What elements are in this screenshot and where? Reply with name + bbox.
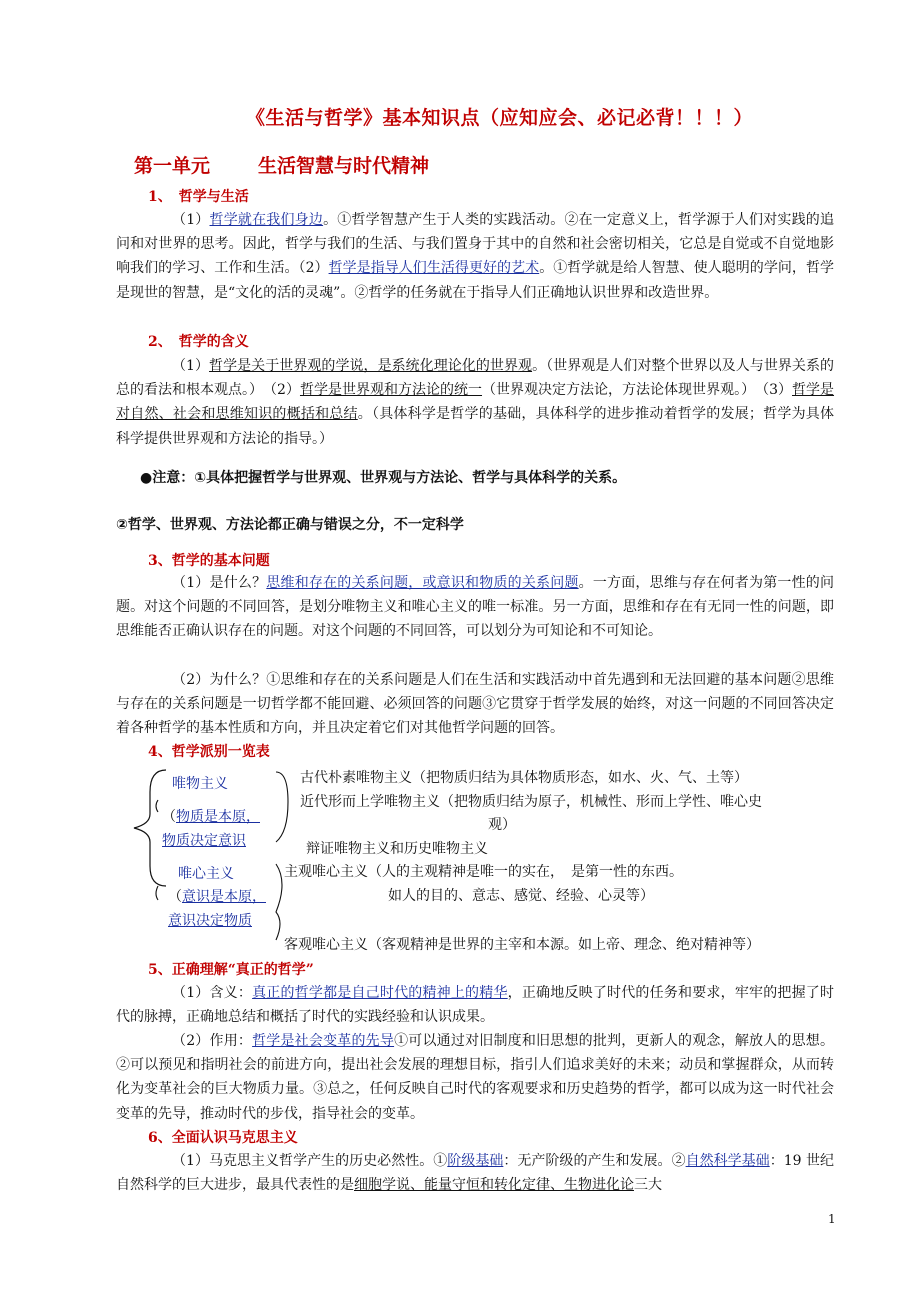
note-2: ②哲学、世界观、方法论都正确与错误之分，不一定科学 <box>116 517 464 533</box>
note-1: ●注意：①具体把握哲学与世界观、世界观与方法论、哲学与具体科学的关系。 <box>140 470 627 486</box>
section-6-paragraph: （1）马克思主义哲学产生的历史必然性。①阶级基础：无产阶级的产生和发展。②自然科学基础：19 世纪自然科学的巨大进步，最具代表性的是细胞学说、能量守恒和转化定律、生物进化论三大 <box>116 1153 835 1194</box>
mat-note-paren-open <box>156 800 158 812</box>
idealism-note-line1: （意识是本原， <box>168 889 266 905</box>
materialism-brace <box>276 772 288 842</box>
section-4-heading: 4、哲学派别一览表 <box>148 744 270 760</box>
section-5-heading: 5、正确理解“真正的哲学” <box>148 962 314 978</box>
materialism-type-3: 辩证唯物主义和历史唯物主义 <box>306 841 488 857</box>
materialism-label: 唯物主义 <box>172 776 228 792</box>
unit-name: 生活智慧与时代精神 <box>258 155 430 177</box>
materialism-note-line2: 物质决定意识 <box>162 833 246 849</box>
materialism-type-2a: 近代形而上学唯物主义（把物质归结为原子，机械性、形而上学性、唯心史 <box>300 794 762 810</box>
section-2-heading: 2、 哲学的含义 <box>148 334 249 350</box>
section-3-heading: 3、哲学的基本问题 <box>148 553 270 569</box>
section-3-paragraph-1: （1）是什么？思维和存在的关系问题，或意识和物质的关系问题。一方面，思维与存在何者为第一性的问题。对这个问题的不同回答，是划分唯物主义和唯心主义的唯一标准。另一方面，思维和存在有无同一性的问题，即思维能否正确认识存在的问题。对这个问题的不同回答，可以划分为可知论和不可知论。 <box>116 575 834 640</box>
section-1-paragraph: （1）哲学就在我们身边。①哲学智慧产生于人类的实践活动。②在一定意义上，哲学源于人们对实践的追问和对世界的思考。因此，哲学与我们的生活、与我们置身于其中的自然和社会密切相关，它总是自觉或不自觉地影响我们的学习、工作和生活。（2）哲学是指导人们生活得更好的艺术。①哲学就是给人智慧、使人聪明的学问，哲学是现世的智慧，是“文化的活的灵魂”。②哲学的任务就在于指导人们正确地认识世界和改造世界。 <box>116 212 835 301</box>
idealism-label: 唯心主义 <box>178 866 234 882</box>
unit-heading <box>134 151 477 178</box>
unit-label: 第一单元 <box>134 155 211 177</box>
materialism-type-2b: 观） <box>488 817 516 833</box>
materialism-note-line1: （物质是本原， <box>162 809 260 825</box>
page-number: 1 <box>828 1212 836 1226</box>
idealism-type-1b: 如人的目的、意志、感觉、经验、心灵等） <box>388 888 654 904</box>
document-title: 《生活与哲学》基本知识点（应知应会、必记必背！！！） <box>246 107 754 129</box>
idealism-type-2: 客观唯心主义（客观精神是世界的主宰和本源。如上帝、理念、绝对精神等） <box>284 937 760 953</box>
main-brace <box>134 770 166 886</box>
section-5-paragraph-2: （2）作用：哲学是社会变革的先导①可以通过对旧制度和旧思想的批判，更新人的观念，解放人的思想。②可以预见和指明社会的前进方向，提出社会发展的理想目标，指引人们追求美好的未来；动员和掌握群众，从而转化为变革社会的巨大物质力量。③总之，任何反映自己时代的客观要求和历史趋势的哲学，都可以成为这一时代社会变革的先导，推动时代的步伐，指导社会的变革。 <box>116 1033 834 1122</box>
section-2-paragraph: （1）哲学是关于世界观的学说，是系统化理论化的世界观。（世界观是人们对整个世界以及人与世界关系的总的看法和根本观点。） （2）哲学是世界观和方法论的统一（世界观决定方法论，方法论体现世界观。） （3）哲学是对自然、社会和思维知识的概括和总结。（具体科学是哲学的基础，具体科学的进步推动着哲学的发展；哲学为具体科学提供世界观和方法论的指导。） <box>116 358 835 447</box>
idealism-type-1a: 主观唯心主义（人的主观精神是唯一的实在， 是第一性的东西。 <box>284 864 683 880</box>
section-1-heading: 1、 哲学与生活 <box>148 189 249 205</box>
idealism-paren-open <box>156 886 158 900</box>
section-5-paragraph-1: （1）含义：真正的哲学都是自己时代的精神上的精华，正确地反映了时代的任务和要求，牢牢的把握了时代的脉搏，正确地总结和概括了时代的实践经验和认识成果。 <box>116 985 834 1026</box>
materialism-type-1: 古代朴素唯物主义（把物质归结为具体物质形态，如水、火、气、土等） <box>300 770 748 786</box>
idealism-brace <box>276 864 282 940</box>
section-3-paragraph-2: （2）为什么？①思维和存在的关系问题是人们在生活和实践活动中首先遇到和无法回避的基本问题②思维与存在的关系问题是一切哲学都不能回避、必须回答的问题③它贯穿于哲学发展的始终，对这一问题的不同回答决定着各种哲学的基本性质和方向，并且决定着它们对其他哲学问题的回答。 <box>116 672 834 737</box>
idealism-note-line2: 意识决定物质 <box>168 913 252 929</box>
section-6-heading: 6、全面认识马克思主义 <box>148 1130 298 1146</box>
